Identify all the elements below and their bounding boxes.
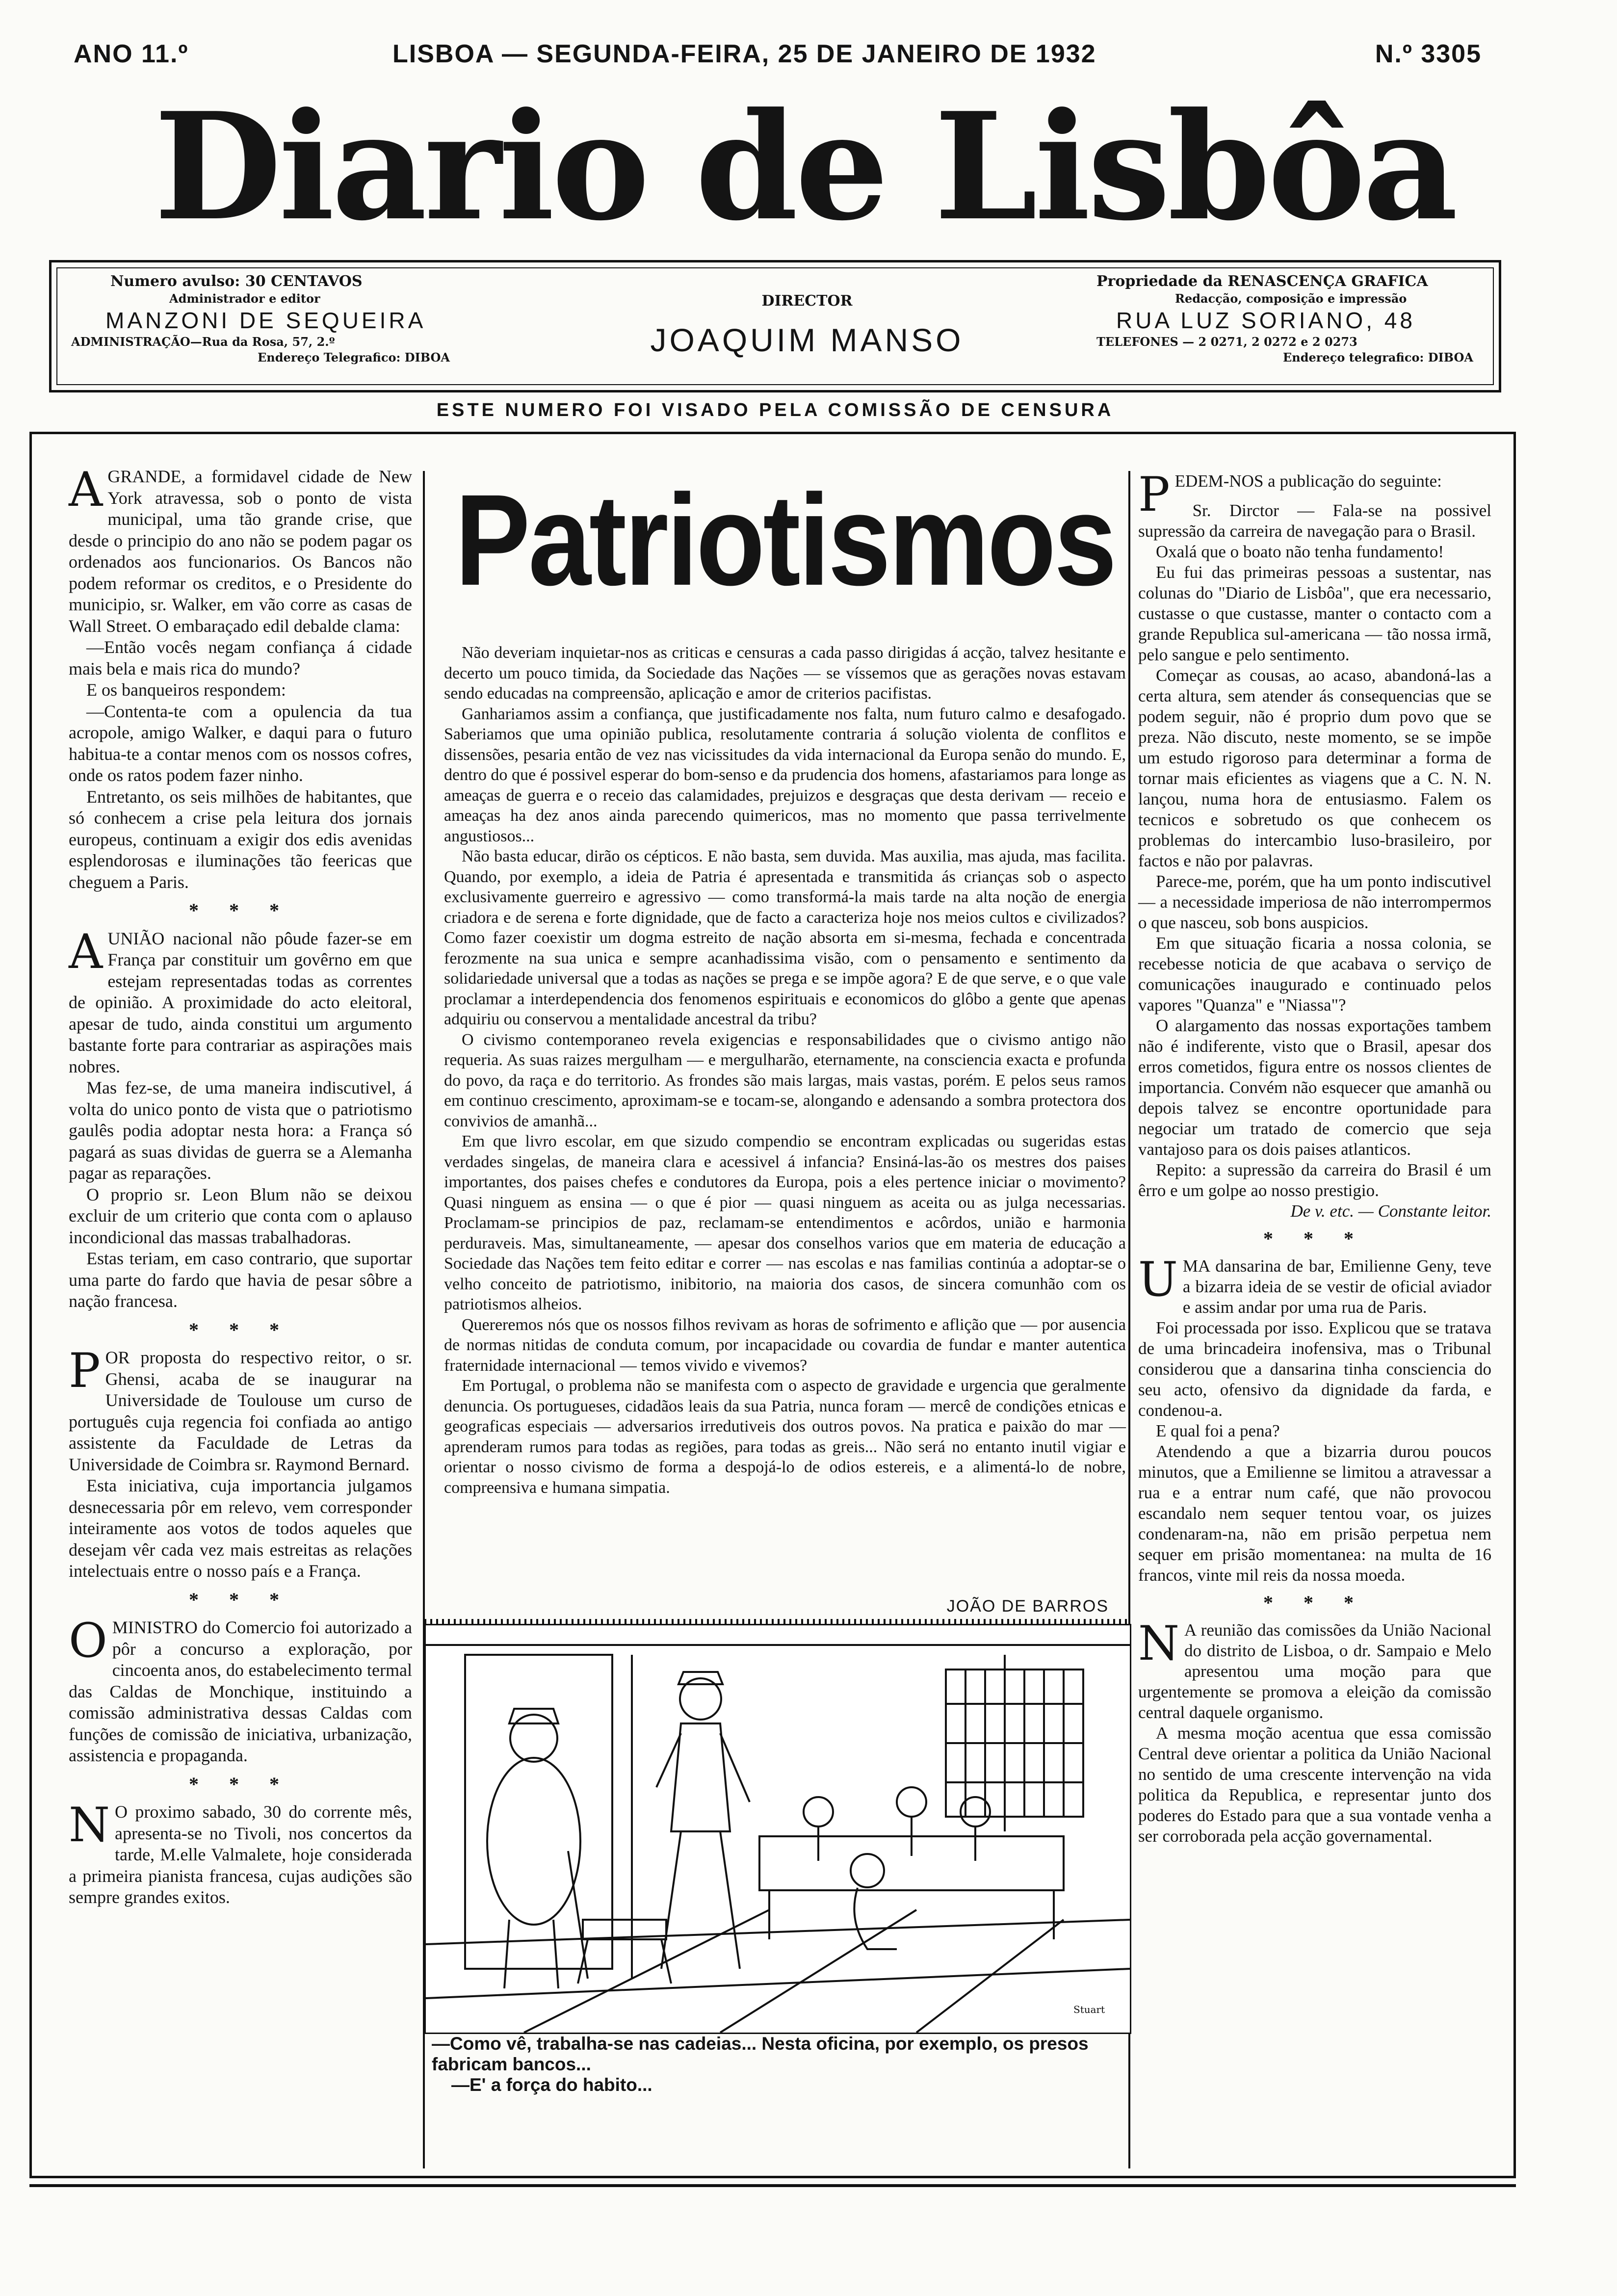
owner-text: Propriedade da RENASCENÇA GRAFICA xyxy=(1096,273,1428,290)
section-separator: * * * xyxy=(189,1588,292,1611)
bottom-rule xyxy=(29,2184,1516,2187)
item-lead: GRANDE, a formidavel cidade de New York atravessa, sob o ponto de vista municipal, uma tão grande crise, que desde o principio do ano não se podem pagar os ordenados aos funcionarios. Os Bancos não podem reformar os creditos, e o Presidente do municipio, sr. Walker, em vão corre as casas de Wall Street. O embaraçado edil debalde clama: xyxy=(69,467,412,636)
admin-name: MANZONI DE SEQUEIRA xyxy=(105,308,426,333)
cartoon-caption xyxy=(432,2034,1128,2095)
drop-cap: O xyxy=(69,1613,107,1668)
item-lead: O proximo sabado, 30 do corrente mês, apresenta-se no Tivoli, nos concertos da tarde, M.elle Valmalete, hoje considerada a primeira pianista francesa, cujas audições são sempre grandes exitos. xyxy=(69,1802,412,1907)
article-paragraph: Não basta educar, dirão os cépticos. E não basta, sem duvida. Mas auxilia, mas ajuda, mas facilita. Quando, por exemplo, a ideia de Patria é apresentada e transmitida ás crianças sob o aspecto exclusivamente guerreiro e agressivo — como transformá-la mais tarde na alta noção de energia criadora e de serena e forte dignidade, que de facto a caracteriza hoje nos meios cultos e civilizados? Como fazer coexistir um dogma estreito de nação absorta em si-mesma, fechada e concentrada ferozmente na sua unica e sempre acanhadissima visão, com o pensamento e sentimento da solidariedade universal que a todas as nações se prega e se impõe agora? E de que serve, e o que vale proclamar a interdependencia dos fenomenos espirituais e economicos do glôbo a gente que apenas adquiriu ou conservou a mentalidade ancestral da tribu? xyxy=(444,847,1126,1028)
paragraph: —Contenta-te com a opulencia da tua acropole, amigo Walker, e daqui para o futuro habitua-te a contar menos com os nossos cofres, onde os ratos podem fazer ninho. xyxy=(69,701,412,785)
paragraph: Foi processada por isso. Explicou que se tratava de uma brincadeira inofensiva, mas o Tribunal considerou que a dansarina tinha consciencia do seu acto, ofensivo da dignidade da farda, e condenou-a. xyxy=(1138,1318,1491,1420)
item-lead: A reunião das comissões da União Nacional do distrito de Lisboa, o dr. Sampaio e Melo apresentou uma moção para que urgentemente se promova a eleição da comissão central daquele organismo. xyxy=(1138,1620,1491,1722)
article-paragraph: Quereremos nós que os nossos filhos revivam as horas de sofrimento e aflição que — por ausencia de normas nitidas de conduta comum, por incapacidade ou covardia de fundar e manter autentica fraternidade internacional — temos vivido e vivemos? xyxy=(444,1315,1126,1375)
paragraph: Repito: a supressão da carreira do Brasil é um êrro e um golpe ao nosso prestigio. xyxy=(1138,1160,1491,1200)
drop-cap: N xyxy=(69,1798,110,1852)
director-info xyxy=(562,292,1052,360)
item-lead: OR proposta do respectivo reitor, o sr. Ghensi, acaba de se inaugurar na Universidade de Toulouse um curso de português cuja regencia foi confiada ao antigo assistente da Faculdade de Letras da Universidade de Coimbra sr. Raymond Bernard. xyxy=(69,1348,412,1474)
paragraph: Oxalá que o boato não tenha fundamento! xyxy=(1156,542,1444,561)
paragraph: Estas teriam, em caso contrario, que suportar uma parte do fardo que havia de pesar sôbre a nação francesa. xyxy=(69,1249,412,1311)
prison-workshop-drawing xyxy=(426,1625,1130,2033)
letter-to-editor xyxy=(1138,467,1491,1222)
owner-phones: TELEFONES — 2 0271, 2 0272 e 2 0273 xyxy=(1096,335,1357,349)
owner-street: RUA LUZ SORIANO, 48 xyxy=(1116,308,1415,333)
article-paragraph: O civismo contemporaneo revela exigencias e responsabilidades que o civismo antigo não requeria. As suas raizes mergulham — e mergulharão, eternamente, na consciencia exacta e profunda do povo, da raça e do territorio. As frondes são mais largas, mais vastas, porém. E pelos seus ramos em continuo crescimento, aproximam-se e tocam-se, alongando e adensando a sombra protectora dos convivios de amanhã... xyxy=(444,1030,1126,1130)
article-paragraph: Em que livro escolar, em que sizudo compendio se encontram explicadas ou sugeridas estas verdades singelas, de maneira clara e acessivel á infancia? Ensiná-las-ão os mestres dos paises importantes, dos paises chefes e condutores da Europa, pois a eles pertence iniciar o movimento? Quasi ninguem as ensina — o que é pior — quasi ninguem as aceita ou as julga necessarias. Proclamam-se principios de paz, reclamam-se entendimentos e acôrdos, união e harmonia perduraveis. Mas, simultaneamente, — apesar dos conselhos varios que em materia de educação a Sociedade das Nações tem feito editar e correr — nas escolas e nas familias continúa a adoptar-se o velho conceito de patriotismo, inibitorio, na maioria dos casos, de sincera comunhão com os patriotismos alheios. xyxy=(444,1132,1126,1313)
section-separator: * * * xyxy=(189,1773,292,1795)
paragraph: E qual foi a pena? xyxy=(1156,1421,1280,1440)
article-paragraph: Ganhariamos assim a confiança, que justificadamente nos falta, num futuro calmo e desafogado. Saberiamos que uma opinião publica, resolutamente contraria á solução violenta de conflitos e dissensões, pesaria então de vez nas vicissitudes da vida internacional da Europa senão do mundo. E, dentro do que é possivel esperar do bom-senso e da prudencia dos homens, afastariamos para longe as ameaças de guerra e o receio das calamidades, prejuizos e desgraças que desta derivam — receio e ameaças ha dez anos ainda parecendo quimericos, mas no momento que passa terrivelmente angustiosos... xyxy=(444,704,1126,845)
right-column xyxy=(1138,467,1491,1847)
paragraph: Sr. Dirctor — Fala-se na possivel supressão da carreira de navegação para o Brasil. xyxy=(1138,501,1491,541)
masthead: Diario de Lisbôa xyxy=(154,80,1456,253)
paragraph: Esta iniciativa, cuja importancia julgamos desnecessaria pôr em relevo, vem corresponder inteiramente aos votos de todos aqueles que desejam vêr cada vez mais estreitas as relações intelectuais entre o nosso país e a França. xyxy=(69,1476,412,1581)
paragraph: Entretanto, os seis milhões de habitantes, que só conhecem a crise pela leitura dos jornais europeus, continuam a exigir dos edis avenidas esplendorosas e iluminações tão feericas que cheguem a Paris. xyxy=(69,786,412,892)
publisher-info-box xyxy=(49,260,1501,392)
director-role: DIRECTOR xyxy=(761,292,853,310)
drop-cap: A xyxy=(69,462,103,517)
dateline: LISBOA — SEGUNDA-FEIRA, 25 DE JANEIRO DE 1932 xyxy=(392,40,1096,68)
drop-cap: N xyxy=(1138,1616,1179,1671)
section-separator: * * * xyxy=(189,1318,292,1341)
section-separator: * * * xyxy=(189,899,292,921)
owner-telegraph: Endereço telegrafico: DIBOA xyxy=(1283,350,1473,365)
issue-number: N.º 3305 xyxy=(1375,40,1482,68)
item-lead: EDEM-NOS a publicação do seguinte: xyxy=(1174,471,1442,491)
admin-telegraph: Endereço Telegrafico: DIBOA xyxy=(258,350,450,365)
year-label: ANO 11.º xyxy=(74,40,189,68)
article-paragraph: Não deveriam inquietar-nos as criticas e censuras a cada passo dirigidas á acção, talvez hesitante e decerto um pouco timida, da Sociedade das Nações — se víssemos que as gerações novas estavam sendo educadas na compreensão, aplicação e amor de criterios pacifistas. xyxy=(444,644,1126,703)
paragraph: E os banqueiros respondem: xyxy=(86,680,286,700)
item-lead: UNIÃO nacional não pôude fazer-se em França par constituir um govêrno em que estejam representadas todas as correntes de opinião. A proximidade do acto eleitoral, apesar de tudo, ainda constitui um argumento bastante forte para contrariar as aspirações mais nobres. xyxy=(69,928,412,1076)
drop-cap: P xyxy=(69,1343,101,1398)
owner-info xyxy=(1096,272,1489,365)
admin-role: Administrador e editor xyxy=(169,291,320,306)
paragraph: O proprio sr. Leon Blum não se deixou excluir de um criterio que conta com o aplauso incondicional das massas trabalhadoras. xyxy=(69,1184,412,1247)
section-separator: * * * xyxy=(1263,1227,1366,1250)
letter-signature: De v. etc. — Constante leitor. xyxy=(1290,1201,1491,1221)
news-item-tivoli xyxy=(69,1798,412,1908)
owner-services: Redacção, composição e impressão xyxy=(1175,291,1407,306)
drop-cap: P xyxy=(1138,467,1170,522)
price-text: Numero avulso: 30 CENTAVOS xyxy=(110,273,363,290)
article-byline: JOÃO DE BARROS xyxy=(946,1597,1109,1616)
paragraph: O alargamento das nossas exportações tambem não é indiferente, visto que o Brasil, apesar dos erros cometidos, figura entre os nossos clientes de importancia. Convém não esquecer que amanhã ou depois talvez se encontre oportunidade para negociar um tratado de comercio que seja vantajoso para os dois paises atlanticos. xyxy=(1138,1016,1491,1159)
left-column xyxy=(69,462,412,1908)
paragraph: Eu fui das primeiras pessoas a sustentar, nas colunas do "Diario de Lisbôa", que era necessario, custasse o que custasse, manter o contacto com a grande Republica sul-americana — tão nossa irmã, pelo sangue e pelo sentimento. xyxy=(1138,563,1491,664)
news-item-france xyxy=(69,924,412,1312)
news-item-monchique xyxy=(69,1613,412,1767)
caption-line-2: —E' a força do habito... xyxy=(451,2075,652,2095)
paragraph: Atendendo a que a bizarria durou poucos minutos, que a Emilienne se limitou a atravessar a rua e a entrar num café, que não provocou escandalo nem sequer tentou voar, os juizes condenaram-na, não em prisão perpetua nem sequer em prisão momentanea: na multa de 16 francos, vinte mil reis da nossa moeda. xyxy=(1138,1442,1491,1585)
top-line xyxy=(74,39,1482,74)
article-body xyxy=(444,643,1126,1498)
news-item-dancer xyxy=(1138,1252,1491,1586)
drop-cap: U xyxy=(1138,1252,1178,1307)
admin-address: ADMINISTRAÇÃO—Rua da Rosa, 57, 2.º xyxy=(71,335,335,349)
article-paragraph: Em Portugal, o problema não se manifesta com o aspecto de gravidade e urgencia que geralmente denuncia. Os portugueses, cidadãos leais da sua Patria, nunca foram — mercê de condições etnicas e geograficas especiais — adversarios irredutiveis dos outros povos. Na pratica e paixão do mar — aprenderam rumos para todas as regiões, para todas as greis... Não será no entanto inutil vigiar e orientar o nosso civismo de forma a despojá-lo de odios estereis, e a alimentá-lo de nobre, compreensiva e humana simpatia. xyxy=(444,1377,1126,1497)
paragraph: Em que situação ficaria a nossa colonia, se recebesse noticia de que acabava o serviço de comunicações inaugurado e continuado pelos vapores "Quanza" e "Niassa"? xyxy=(1138,934,1491,1015)
cartoon-illustration xyxy=(424,1624,1131,2034)
paragraph: Parece-me, porém, que ha um ponto indiscutivel — a necessidade imperiosa de não interrompermos o que nasceu, sob bons auspicios. xyxy=(1138,872,1491,932)
paragraph: —Então vocês negam confiança á cidade mais bela e mais rica do mundo? xyxy=(69,637,412,678)
drop-cap: A xyxy=(69,924,103,979)
admin-info xyxy=(71,272,493,365)
article-headline: Patriotismos xyxy=(455,467,1115,613)
item-lead: MA dansarina de bar, Emilienne Geny, teve a bizarra ideia de se vestir de oficial aviador e assim andar por uma rua de Paris. xyxy=(1182,1256,1491,1317)
censor-notice: ESTE NUMERO FOI VISADO PELA COMISSÃO DE CENSURA xyxy=(436,400,1114,420)
news-item-toulouse xyxy=(69,1343,412,1582)
paragraph: A mesma moção acentua que essa comissão Central deve orientar a politica da União Nacional no sentido de uma crescente intervenção na vida politica da Republica, e representar junto dos poderes do Estado para que a sua vontade venha a ser corroborada pela acção governamental. xyxy=(1138,1723,1491,1846)
paragraph: Mas fez-se, de uma maneira indiscutivel, á volta do unico ponto de vista que o patriotismo gaulês podia adoptar nesta hora: a França só pagará as suas dividas de guerra se a Alemanha pagar as reparações. xyxy=(69,1078,412,1183)
paragraph: Começar as cousas, ao acaso, abandoná-las a certa altura, sem atender ás consequencias que se podem seguir, não é proprio dum povo que se preza. Não discuto, neste momento, se se impõe um estudo rigoroso para determinar a forma de tornar mais eficientes as viagens que a C. N. N. lançou, numa hora de entusiasmo. Falem os tecnicos e sobretudo os que conhecem os problemas do intercambio luso-brasileiro, por factos e não por palavras. xyxy=(1138,666,1491,870)
item-lead: MINISTRO do Comercio foi autorizado a pôr a concurso a exploração, por cincoenta anos, do estabelecimento termal das Caldas de Monchique, instituindo a comissão administrativa dessas Caldas com funções de comissão de iniciativa, urbanização, assistencia e propaganda. xyxy=(69,1618,412,1765)
director-name: JOAQUIM MANSO xyxy=(650,322,964,358)
news-item-uniao-nacional xyxy=(1138,1616,1491,1847)
caption-line-1: —Como vê, trabalha-se nas cadeias... Nesta oficina, por exemplo, os presos fabricam bancos... xyxy=(432,2034,1089,2074)
artist-signature: Stuart xyxy=(1073,2004,1105,2015)
news-item-new-york xyxy=(69,462,412,893)
section-separator: * * * xyxy=(1263,1592,1366,1614)
